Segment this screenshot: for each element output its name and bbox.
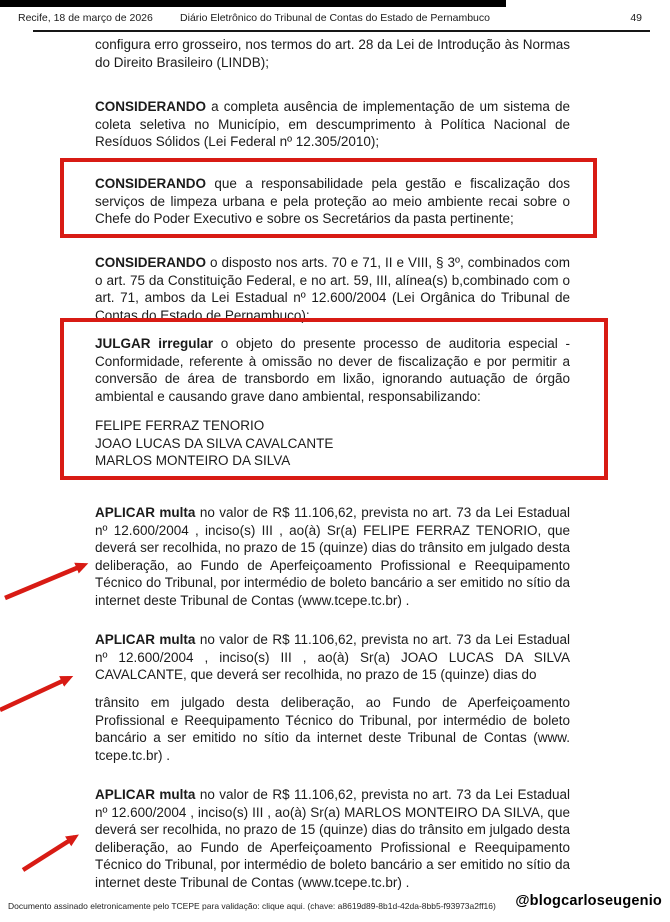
paragraph-lead: JULGAR irregular bbox=[95, 336, 213, 351]
paragraph-considerando-disposto bbox=[95, 254, 570, 324]
header-date: Recife, 18 de março de 2026 bbox=[18, 12, 153, 24]
header-title: Diário Eletrônico do Tribunal de Contas do Estado de Pernambuco bbox=[180, 12, 490, 24]
signature-key: (chave: a8619d89-8b1d-42da-8bb5-f93973a2ff16) bbox=[305, 901, 496, 911]
paragraph-rest: o disposto nos arts. 70 e 71, II e VIII, § 3º, combinados com o art. 75 da Constituição Federal, e no art. 59, III, alínea(s) b,combinado com o art. 71, ambos da Lei Estadual nº 12.600/2004 (Lei Orgânica do Tribunal de Contas do Estado de Pernambuco); bbox=[95, 255, 570, 323]
paragraph-lead: APLICAR multa bbox=[95, 787, 196, 802]
signature-prefix: Documento assinado eletronicamente pelo TCEPE para validação: bbox=[8, 901, 263, 911]
paragraph-rest: no valor de R$ 11.106,62, prevista no art. 73 da Lei Estadual nº 12.600/2004 , inciso(s) III , ao(à) Sr(a) FELIPE FERRAZ TENORIO, que deverá ser recolhida, no prazo de 15 (quinze) dias do trânsito em julgado desta deliberação, ao Fundo de Aperfeiçoamento Profissional e Reequipamento Técnico do Tribunal, por intermédio de boleto bancário a ser emitido no sítio da internet deste Tribunal de Contas (www.tcepe.tc.br) . bbox=[95, 505, 570, 608]
annotation-arrow-1 bbox=[5, 565, 84, 598]
annotation-arrow-2 bbox=[0, 678, 69, 710]
paragraph-considerando-coleta bbox=[95, 98, 570, 151]
paragraph-rest: o objeto do presente processo de auditoria especial - Conformidade, referente à omissão no dever de fiscalização e por permitir a conversão de área de transbordo em lixão, ignorando autuação de órgão ambiental e causando grave dano ambiental, responsabilizando: bbox=[95, 336, 570, 404]
paragraph-text: configura erro grosseiro, nos termos do art. 28 da Lei de Introdução às Normas do Direito Brasileiro (LINDB); bbox=[95, 37, 570, 70]
footer-credit: @blogcarloseugenio bbox=[515, 893, 662, 909]
responsible-name: MARLOS MONTEIRO DA SILVA bbox=[95, 453, 291, 468]
responsible-name: FELIPE FERRAZ TENORIO bbox=[95, 418, 265, 433]
responsible-names-list bbox=[95, 417, 570, 470]
signature-validation-link[interactable]: clique aqui. bbox=[262, 901, 306, 911]
paragraph-rest: no valor de R$ 11.106,62, prevista no art. 73 da Lei Estadual nº 12.600/2004 , inciso(s) III , ao(à) Sr(a) JOAO LUCAS DA SILVA CAVALCANTE, que deverá ser recolhida, no prazo de 15 (quinze) dias do bbox=[95, 632, 570, 682]
paragraph-considerando-responsabilidade bbox=[95, 175, 570, 228]
scan-artifact-bar bbox=[0, 0, 506, 7]
paragraph-rest: no valor de R$ 11.106,62, prevista no art. 73 da Lei Estadual nº 12.600/2004 , inciso(s) III , ao(à) Sr(a) MARLOS MONTEIRO DA SILVA, que deverá ser recolhida, no prazo de 15 (quinze) dias do trânsito em julgado desta deliberação, ao Fundo de Aperfeiçoamento Profissional e Reequipamento Técnico do Tribunal, por intermédio de boleto bancário a ser emitido no sítio da internet deste Tribunal de Contas (www.tcepe.tc.br) . bbox=[95, 787, 570, 890]
highlight-box-considerando bbox=[60, 158, 597, 238]
responsible-name: JOAO LUCAS DA SILVA CAVALCANTE bbox=[95, 435, 334, 451]
paragraph-lead: APLICAR multa bbox=[95, 632, 196, 647]
paragraph-rest: a completa ausência de implementação de um sistema de coleta seletiva no Município, em descumprimento à Política Nacional de Resíduos Sólidos (Lei Federal nº 12.305/2010); bbox=[95, 99, 570, 149]
paragraph-lead: APLICAR multa bbox=[95, 505, 196, 520]
paragraph-text: trânsito em julgado desta deliberação, ao Fundo de Aperfeiçoamento Profissional e Reequipamento Técnico do Tribunal, por intermédio de boleto bancário a ser emitido no sítio da internet deste Tribunal de Contas (www. tcepe.tc.br) . bbox=[95, 695, 570, 763]
paragraph-multa-felipe bbox=[95, 504, 570, 609]
highlight-box-julgar bbox=[60, 318, 608, 480]
paragraph-julgar bbox=[95, 335, 570, 405]
paragraph-multa-joao-part1 bbox=[95, 631, 570, 684]
paragraph-lindb bbox=[95, 36, 570, 71]
paragraph-multa-marlos bbox=[95, 786, 570, 891]
annotation-arrow-3 bbox=[23, 837, 75, 870]
footer-signature bbox=[8, 901, 496, 911]
paragraph-lead: CONSIDERANDO bbox=[95, 255, 207, 270]
paragraph-rest: que a responsabilidade pela gestão e fiscalização dos serviços de limpeza urbana e pela proteção ao meio ambiente recai sobre o Chefe do Poder Executivo e sobre os Secretários da pasta pertinente; bbox=[95, 176, 570, 226]
header-page-number: 49 bbox=[630, 12, 642, 24]
paragraph-multa-joao-part2 bbox=[95, 694, 570, 764]
paragraph-lead: CONSIDERANDO bbox=[95, 176, 207, 191]
paragraph-lead: CONSIDERANDO bbox=[95, 99, 207, 114]
header-divider bbox=[33, 30, 650, 32]
